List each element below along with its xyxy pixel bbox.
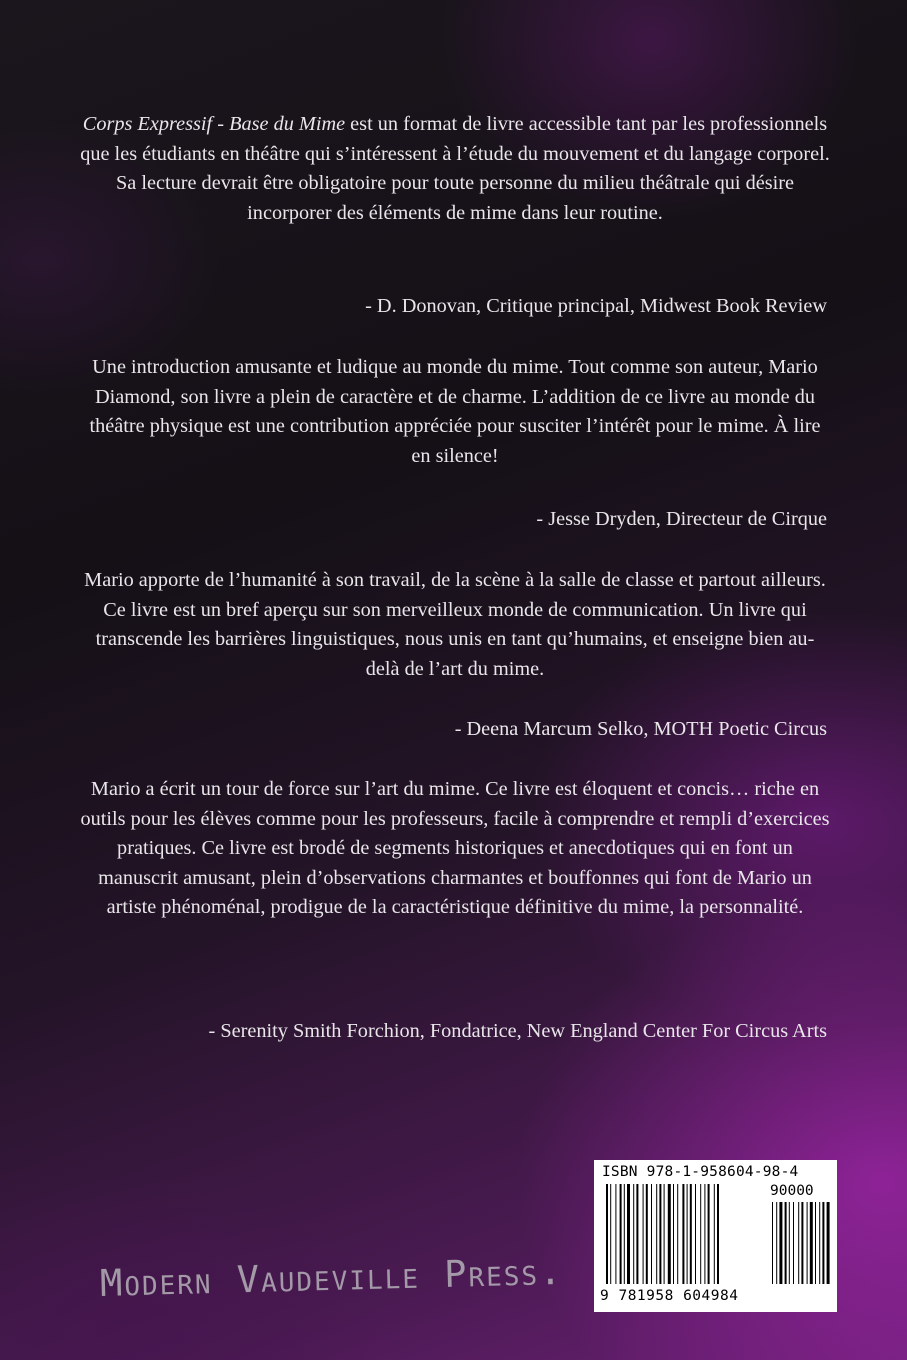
review-2-text: Une introduction amusante et ludique au monde du mime. Tout comme son auteur, Mario Diamond, son livre a plein de caractère et de charme. L’addition de ce livre au monde du théâtre physique est une contribution appréciée pour susciter l’intérêt pour le mime. À lire en silence! [89, 356, 821, 467]
review-1-attribution: - D. Donovan, Critique principal, Midwest Book Review [365, 295, 827, 317]
isbn-barcode [594, 1160, 837, 1312]
publisher-logo: Modern Vaudeville Press. [99, 1249, 564, 1305]
review-3-attribution: - Deena Marcum Selko, MOTH Poetic Circus [454, 718, 827, 740]
isbn-label: ISBN 978-1-958604-98-4 [602, 1164, 799, 1180]
price-addon: 90000 [770, 1183, 814, 1199]
review-4-text: Mario a écrit un tour de force sur l’art du mime. Ce livre est éloquent et concis… riche en outils pour les élèves comme pour les professeurs, facile à comprendre et rempli d’exercices pratiques. Ce livre est brodé de segments historiques et anecdotiques qui en font un manuscrit amusant, plein d’observations charmantes et bouffonnes qui font de Mario un artiste phénoménal, prodigue de la caractéristique définitive du mime, la personnalité. [80, 778, 830, 918]
review-3-text: Mario apporte de l’humanité à son travail, de la scène à la salle de classe et partout ailleurs. Ce livre est un bref aperçu sur son merveilleux monde de communication. Un livre qui transcende les barrières linguistiques, nous unis en tant qu’humains, et enseigne bien au-delà de l’art du mime. [84, 569, 826, 680]
review-4-attribution: - Serenity Smith Forchion, Fondatrice, New England Center For Circus Arts [208, 1020, 827, 1042]
barcode-digits: 9 781958 604984 [600, 1288, 739, 1304]
book-title: Corps Expressif - Base du Mime [82, 113, 346, 135]
review-2-attribution: - Jesse Dryden, Directeur de Cirque [536, 508, 827, 530]
review-1-text: Corps Expressif - Base du Mime est un format de livre accessible tant par les professionnels que les étudiants en théâtre qui s’intéressent à l’étude du mouvement et du langage corporel. Sa lecture devrait être obligatoire pour toute personne du milieu théâtrale qui désire incorporer des éléments de mime dans leur routine. [80, 113, 830, 224]
